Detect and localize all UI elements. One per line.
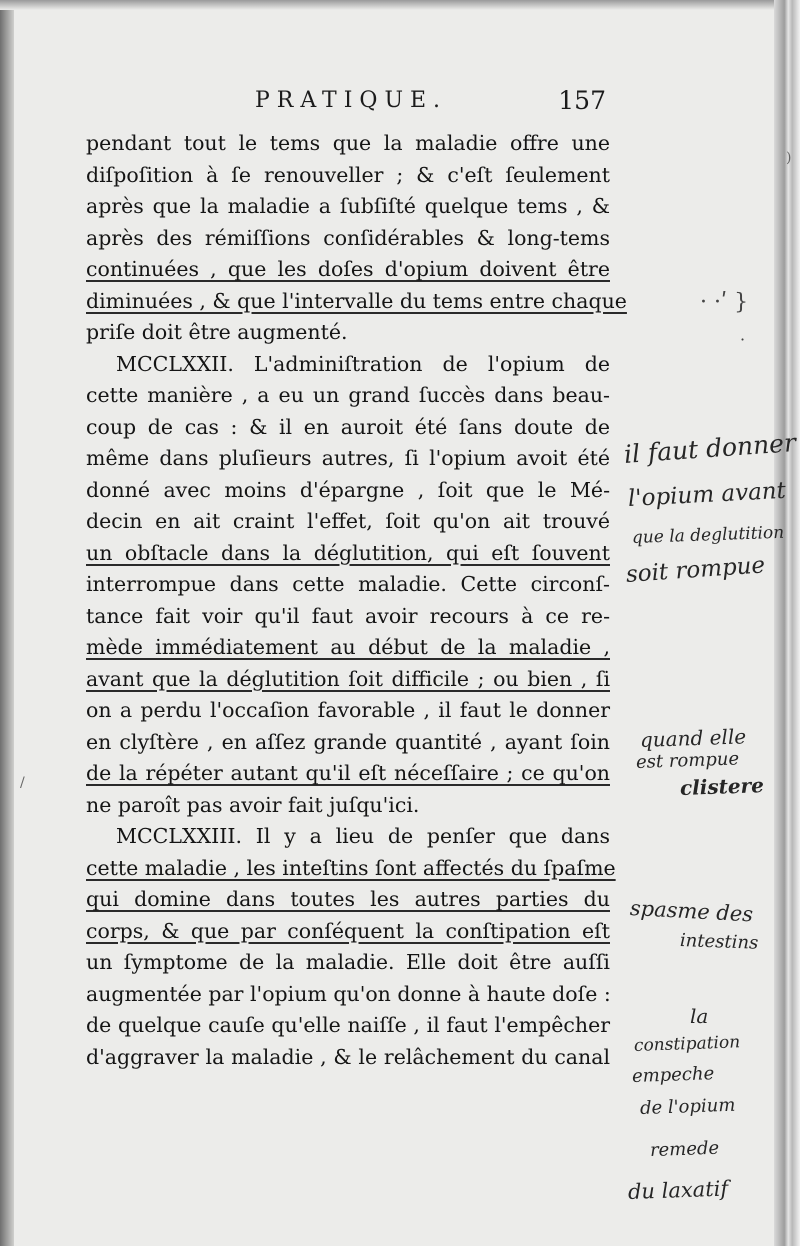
- body-text: [86, 128, 627, 1073]
- margin-note: soit rompue: [625, 552, 766, 588]
- text-line: tance fait voir qu'il faut avoir recours à ce re-: [86, 603, 610, 628]
- text-line: cette manière , a eu un grand ſuccès dans beau-: [86, 383, 610, 407]
- paragraph-start-mcclxxii: MCCLXXII. L'adminiſtration de l'opium de: [116, 351, 610, 376]
- page-gutter-shadow: [0, 0, 14, 1246]
- margin-note: quand elle: [639, 724, 747, 752]
- text-line: diſpoſition à ſe renouveller ; & c'eſt ſeulement: [86, 162, 610, 187]
- text-line-underlined: cette maladie , les inteſtins ſont affectés du ſpaſme: [86, 855, 616, 880]
- ink-mark: · ·ʹ }: [700, 290, 749, 315]
- text-line-underlined: de la répéter autant qu'il eſt néceſſaire ; ce qu'on: [86, 761, 610, 785]
- margin-note: la: [690, 1004, 709, 1028]
- page-fore-edge: [774, 0, 800, 1246]
- running-title: PRATIQUE.: [255, 88, 448, 113]
- margin-note: clistere: [679, 773, 765, 800]
- text-line: augmentée par l'opium qu'on donne à haute doſe :: [86, 981, 611, 1006]
- text-line-underlined: corps, & que par conſéquent la conſtipation eſt: [86, 918, 610, 943]
- text-line: decin en ait craint l'effet, ſoit qu'on ait trouvé: [86, 509, 610, 533]
- margin-note: spasme des: [629, 896, 754, 927]
- text-line-underlined: mède immédiatement au début de la maladie ,: [86, 635, 610, 659]
- margin-note: intestins: [679, 930, 759, 954]
- text-line: ne paroît pas avoir fait juſqu'ici.: [86, 792, 420, 817]
- text-line: même dans pluſieurs autres, ſi l'opium avoit été: [86, 446, 610, 470]
- text-line-underlined: avant que la déglutition ſoit difficile ; ou bien , ſi: [86, 666, 610, 691]
- margin-note: constipation: [633, 1032, 741, 1056]
- edge-mark: ): [786, 150, 792, 166]
- text-line: priſe doit être augmenté.: [86, 320, 348, 344]
- text-line: pendant tout le tems que la maladie offre une: [86, 131, 610, 155]
- margin-note: empeche: [631, 1063, 715, 1087]
- text-line-underlined: un obſtacle dans la déglutition, qui eſt ſouvent: [86, 540, 610, 565]
- text-line: d'aggraver la maladie , & le relâchement du canal: [86, 1044, 610, 1069]
- margin-note: que la deglutition: [631, 522, 785, 548]
- edge-mark: /: [20, 775, 25, 791]
- text-line-underlined: continuées , que les doſes d'opium doivent être: [86, 257, 610, 281]
- text-line: on a perdu l'occaſion favorable , il faut le donner: [86, 698, 610, 722]
- text-line: coup de cas : & il en auroit été ſans doute de: [86, 414, 610, 439]
- margin-note: il faut donner: [622, 428, 797, 469]
- margin-note: est rompue: [635, 748, 740, 773]
- text-line: après que la maladie a ſubſiſté quelque tems , &: [86, 194, 610, 218]
- ink-mark: ·: [740, 330, 746, 349]
- margin-note: du laxatif: [627, 1176, 729, 1204]
- text-line-underlined: qui domine dans toutes les autres parties du: [86, 887, 610, 911]
- text-line: en clyſtère , en aſſez grande quantité , ayant ſoin: [86, 729, 610, 754]
- page-number: 157: [558, 86, 606, 115]
- text-line: de quelque cauſe qu'elle naiſſe , il faut l'empêcher: [86, 1013, 610, 1037]
- margin-note: de l'opium: [639, 1094, 736, 1119]
- page-top-shadow: [0, 0, 800, 10]
- text-line-underlined: diminuées , & que l'intervalle du tems entre chaque: [86, 288, 627, 313]
- text-line: un ſymptome de la maladie. Elle doit être auſſi: [86, 950, 610, 974]
- margin-note: l'opium avant: [627, 477, 787, 512]
- text-line: après des rémiſſions conſidérables & long-tems: [86, 225, 610, 250]
- margin-note: remede: [649, 1137, 720, 1161]
- text-line: donné avec moins d'épargne , ſoit que le Mé-: [86, 477, 610, 502]
- page-header: [250, 86, 610, 126]
- text-line: interrompue dans cette maladie. Cette circonſ-: [86, 572, 610, 596]
- paragraph-start-mcclxxiii: MCCLXXIII. Il y a lieu de penſer que dans: [116, 824, 610, 848]
